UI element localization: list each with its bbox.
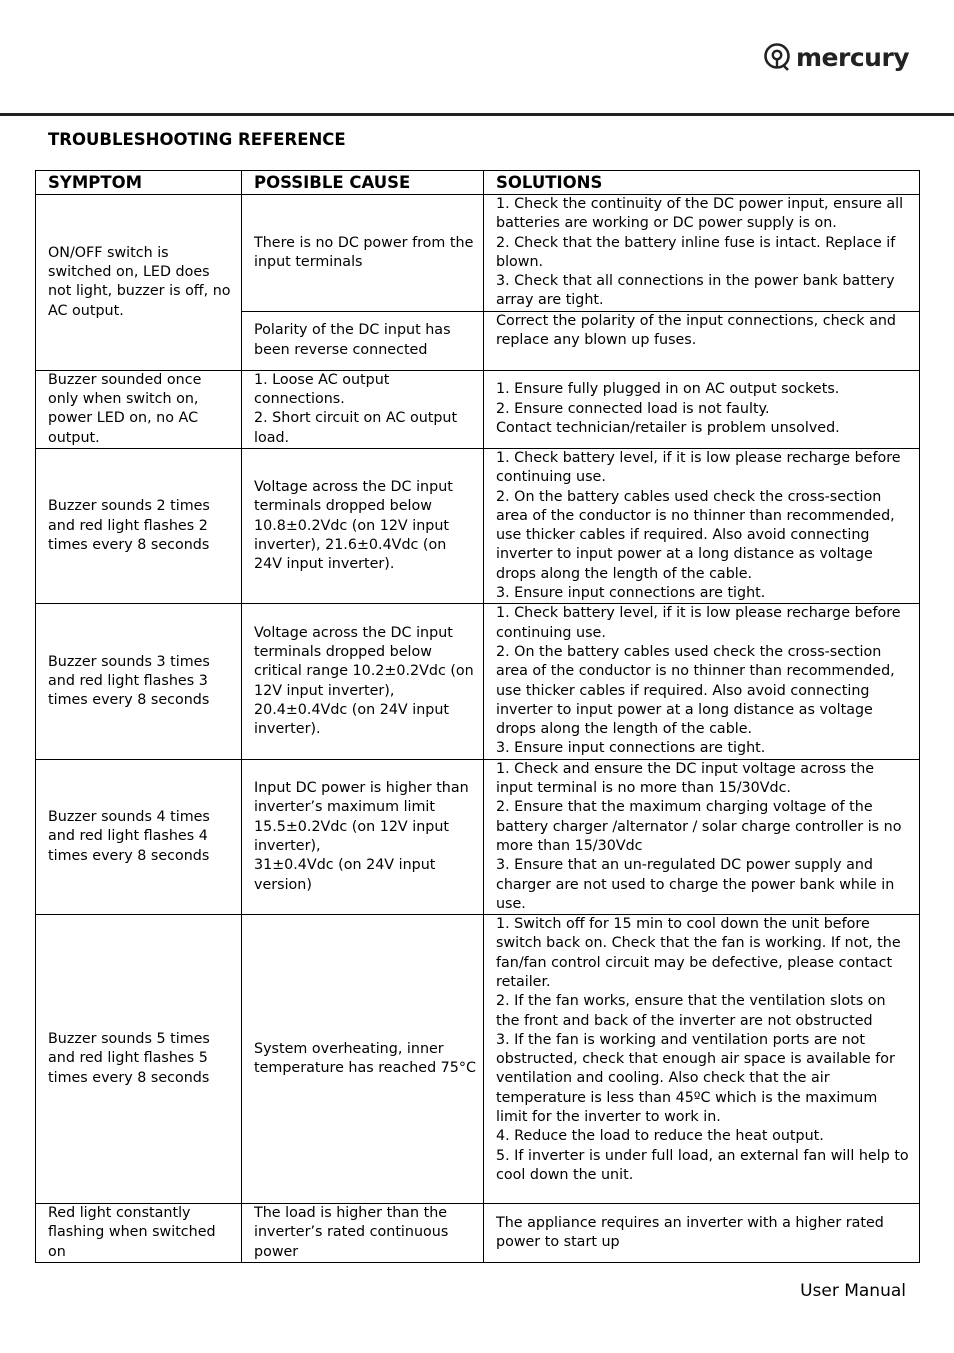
brand-logo (763, 40, 913, 74)
solution-cell: 1. Check and ensure the DC input voltage across the input terminal is no more than 15/30Vdc. 2. Ensure that the maximum charging voltage of the battery charger /alternator / solar charge controller is no more than 15/30Vdc 3. Ensure that an un-regulated DC power supply and charger are not used to charge the power bank while in use. (484, 759, 920, 914)
table-row (36, 370, 920, 448)
solution-cell: The appliance requires an inverter with a higher rated power to start up (484, 1204, 920, 1263)
header-divider (0, 113, 954, 116)
table-row (36, 604, 920, 759)
symptom-cell: Buzzer sounds 2 times and red light flashes 2 times every 8 seconds (36, 448, 242, 603)
solution-cell: 1. Check battery level, if it is low please recharge before continuing use. 2. On the battery cables used check the cross-section area of the conductor is no thinner than recommended, use thicker cables if required. Also avoid connecting inverter to input power at a long distance as voltage drops along the length of the cable. 3. Ensure input connections are tight. (484, 604, 920, 759)
cause-cell: System overheating, inner temperature has reached 75°C (242, 915, 484, 1204)
brand-name: mercury (796, 42, 910, 72)
solution-cell: 1. Check the continuity of the DC power input, ensure all batteries are working or DC power supply is on. 2. Check that the battery inline fuse is intact. Replace if blown. 3. Check that all connections in the power bank battery array are tight. (484, 195, 920, 312)
solution-cell: 1. Ensure fully plugged in on AC output sockets. 2. Ensure connected load is not faulty. Contact technician/retailer is problem unsolved. (484, 370, 920, 448)
solution-cell: 1. Check battery level, if it is low please recharge before continuing use. 2. On the battery cables used check the cross-section area of the conductor is no thinner than recommended, use thicker cables if required. Also avoid connecting inverter to input power at a long distance as voltage drops along the length of the cable. 3. Ensure input connections are tight. (484, 448, 920, 603)
symptom-cell: Buzzer sounds 5 times and red light flashes 5 times every 8 seconds (36, 915, 242, 1204)
symptom-cell: Buzzer sounded once only when switch on, power LED on, no AC output. (36, 370, 242, 448)
symptom-cell: Red light constantly flashing when switched on (36, 1204, 242, 1263)
cause-cell: The load is higher than the inverter’s rated continuous power (242, 1204, 484, 1263)
solution-cell: Correct the polarity of the input connections, check and replace any blown up fuses. (484, 311, 920, 370)
cause-cell: Polarity of the DC input has been reverse connected (242, 311, 484, 370)
solution-cell: 1. Switch off for 15 min to cool down the unit before switch back on. Check that the fan is working. If not, the fan/fan control circuit may be defective, please contact retailer. 2. If the fan works, ensure that the ventilation slots on the front and back of the inverter are not obstructed 3. If the fan is working and ventilation ports are not obstructed, check that enough air space is available for ventilation and cooling. Also check that the air temperature is less than 45ºC which is the maximum limit for the inverter to work in. 4. Reduce the load to reduce the heat output. 5. If inverter is under full load, an external fan will help to cool down the unit. (484, 915, 920, 1204)
table-row (36, 195, 920, 312)
cause-cell: Voltage across the DC input terminals dropped below 10.8±0.2Vdc (on 12V input inverter), 21.6±0.4Vdc (on 24V input inverter). (242, 448, 484, 603)
cause-cell: 1. Loose AC output connections. 2. Short circuit on AC output load. (242, 370, 484, 448)
table-row (36, 915, 920, 1204)
troubleshooting-table (35, 170, 920, 1263)
column-header-symptom: SYMPTOM (36, 171, 242, 195)
table-row (36, 448, 920, 603)
column-header-cause: POSSIBLE CAUSE (242, 171, 484, 195)
symptom-cell: Buzzer sounds 3 times and red light flashes 3 times every 8 seconds (36, 604, 242, 759)
page-title: TROUBLESHOOTING REFERENCE (48, 130, 346, 149)
column-header-solutions: SOLUTIONS (484, 171, 920, 195)
table-header-row (36, 171, 920, 195)
cause-cell: Input DC power is higher than inverter’s maximum limit 15.5±0.2Vdc (on 12V input inverter), 31±0.4Vdc (on 24V input version) (242, 759, 484, 914)
mercury-logo-icon (763, 42, 793, 72)
symptom-cell: ON/OFF switch is switched on, LED does not light, buzzer is off, no AC output. (36, 195, 242, 371)
table-row (36, 759, 920, 914)
cause-cell: There is no DC power from the input terminals (242, 195, 484, 312)
footer-label: User Manual (800, 1281, 906, 1301)
symptom-cell: Buzzer sounds 4 times and red light flashes 4 times every 8 seconds (36, 759, 242, 914)
table-row (36, 1204, 920, 1263)
cause-cell: Voltage across the DC input terminals dropped below critical range 10.2±0.2Vdc (on 12V input inverter), 20.4±0.4Vdc (on 24V input inverter). (242, 604, 484, 759)
